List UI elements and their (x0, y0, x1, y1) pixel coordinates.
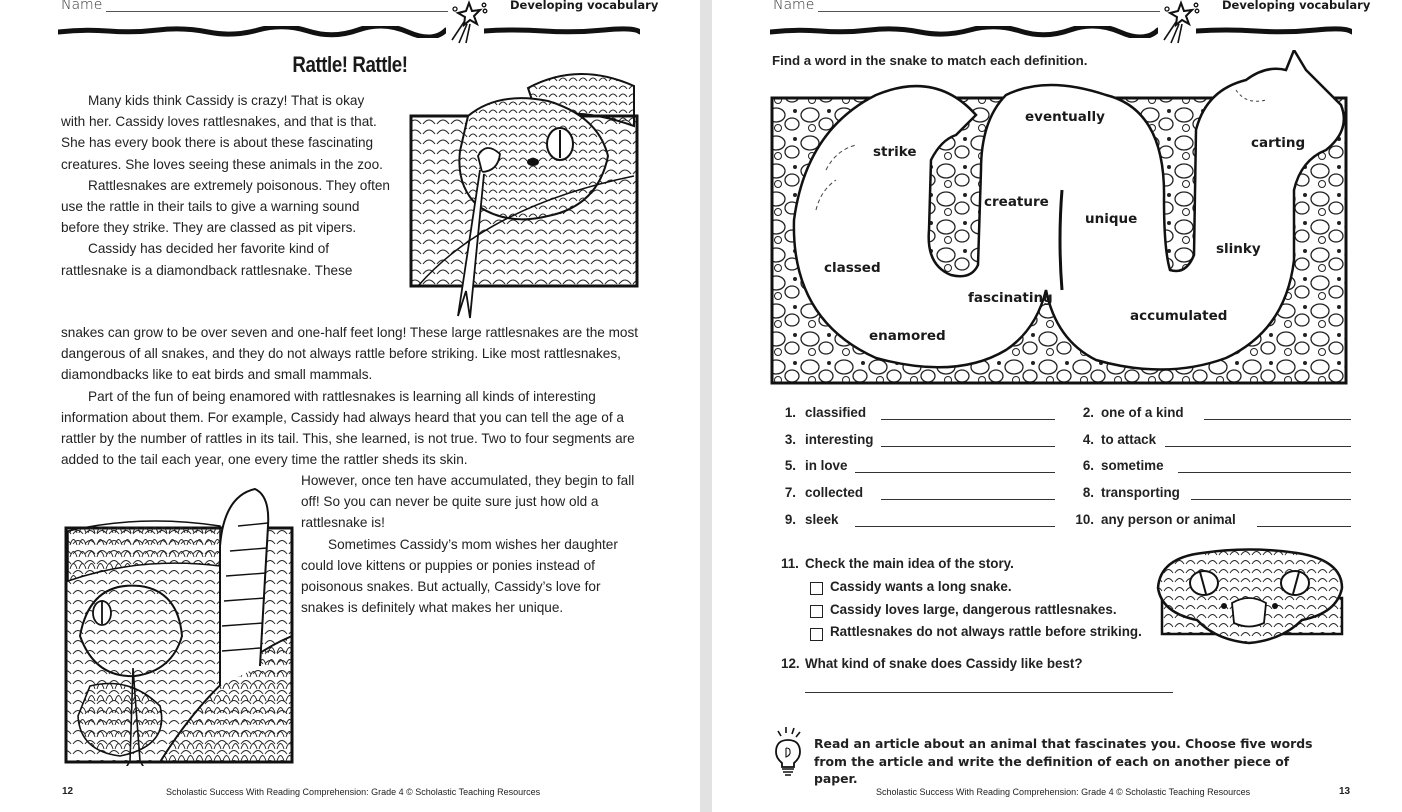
vocab-row (712, 405, 1402, 425)
option-checkbox[interactable] (810, 582, 823, 595)
footer-credit: Scholastic Success With Reading Comprehension: Grade 4 © Scholastic Teaching Resources (166, 787, 541, 797)
question-12-number: 12. (781, 656, 800, 671)
name-label: Name (773, 0, 815, 13)
item-definition: transporting (1101, 485, 1180, 500)
paragraph-3a: Cassidy has decided her favorite kind of rattlesnake is a diamondback rattlesnake. These (61, 241, 353, 278)
item-number: 6. (1082, 458, 1094, 473)
answer-blank[interactable] (1178, 472, 1351, 473)
item-number: 3. (784, 432, 796, 447)
item-number: 1. (784, 405, 796, 420)
snake-word: unique (1085, 211, 1138, 227)
header-wavy-divider-right (1196, 26, 1352, 38)
question-12-answer-line[interactable] (805, 692, 1173, 693)
answer-blank[interactable] (1257, 526, 1351, 527)
paragraph-2: Rattlesnakes are extremely poisonous. They often use the rattle in their tails to give a warning sound before they strike. They are classed as pit vipers. (61, 177, 390, 236)
item-number: 2. (1082, 405, 1094, 420)
item-number: 4. (1082, 432, 1094, 447)
item-number: 8. (1082, 485, 1094, 500)
paragraph-3b: snakes can grow to be over seven and one-half feet long! These large rattlesnakes are the most dangerous of all snakes, and they do not always rattle before striking. Like most rattlesnakes, diamondbacks like to eat birds and small mammals. (61, 325, 639, 383)
header-wavy-divider (58, 26, 446, 38)
vocab-row (712, 432, 1402, 452)
story-title: Rattle! Rattle! (292, 52, 408, 77)
snake-word: strike (873, 144, 917, 160)
snake-word-illustration (766, 50, 1356, 390)
item-number: 5. (784, 458, 796, 473)
item-definition: sometime (1101, 458, 1164, 473)
option-label: Rattlesnakes do not always rattle before striking. (830, 624, 1142, 639)
item-definition: collected (805, 485, 864, 500)
answer-blank[interactable] (1191, 499, 1351, 500)
rattlesnake-head-illustration (408, 66, 642, 322)
item-definition: interesting (805, 432, 874, 447)
item-number: 10. (1075, 512, 1094, 527)
instruction-text: Find a word in the snake to match each definition. (772, 53, 1088, 68)
answer-blank[interactable] (881, 499, 1055, 500)
left-page (0, 0, 700, 812)
name-input-line[interactable] (818, 11, 1160, 12)
question-12-prompt: What kind of snake does Cassidy like best? (805, 656, 1083, 671)
answer-blank[interactable] (855, 472, 1055, 473)
item-definition: to attack (1101, 432, 1157, 447)
snake-word: slinky (1216, 241, 1261, 257)
option-checkbox[interactable] (810, 605, 823, 618)
option-label: Cassidy wants a long snake. (830, 579, 1012, 594)
lightbulb-icon (772, 726, 804, 776)
option-checkbox[interactable] (810, 628, 823, 641)
item-number: 7. (784, 485, 796, 500)
vocab-row (712, 485, 1402, 505)
item-definition: classified (805, 405, 867, 420)
story-column-top (61, 90, 391, 281)
skill-label: Developing vocabulary (510, 0, 659, 12)
story-full-width (61, 322, 646, 470)
vocab-row (712, 458, 1402, 478)
answer-blank[interactable] (881, 446, 1055, 447)
footer-credit: Scholastic Success With Reading Comprehension: Grade 4 © Scholastic Teaching Resources (876, 787, 1251, 797)
item-number: 9. (784, 512, 796, 527)
story-column-bottom (301, 470, 641, 618)
name-input-line[interactable] (106, 11, 448, 12)
header-wavy-divider-right (484, 26, 640, 38)
skill-label: Developing vocabulary (1222, 0, 1371, 12)
name-label: Name (61, 0, 103, 13)
answer-blank[interactable] (1165, 446, 1351, 447)
option-label: Cassidy loves large, dangerous rattlesnakes. (830, 602, 1117, 617)
right-page (712, 0, 1402, 812)
extension-activity-text: Read an article about an animal that fascinates you. Choose five words from the article and write the definition of each on another piece of paper. (814, 736, 1313, 786)
paragraph-1: Many kids think Cassidy is crazy! That is okay with her. Cassidy loves rattlesnakes, and that is that. She has every book there is about these fascinating creatures. She loves seeing these animals in the zoo. (61, 93, 383, 172)
item-definition: one of a kind (1101, 405, 1184, 420)
question-11-number: 11. (781, 556, 799, 571)
coiled-rattlesnake-illustration (60, 486, 300, 766)
paragraph-5: Sometimes Cassidy’s mom wishes her daughter could love kittens or puppies or ponies instead of poisonous snakes. But actually, Cassidy’s love for snakes is definitely what makes her unique. (301, 536, 618, 616)
paragraph-4b: However, once ten have accumulated, they begin to fall off! So you can never be quite sure just how old a rattlesnake is! (301, 473, 635, 531)
snake-face-illustration (1152, 548, 1347, 646)
snake-word: carting (1251, 135, 1306, 151)
snake-word: classed (824, 260, 881, 276)
page-number: 13 (1339, 786, 1351, 797)
vocab-row (712, 512, 1402, 532)
page-gutter (700, 0, 712, 812)
page-number: 12 (62, 786, 74, 797)
snake-word: accumulated (1130, 308, 1228, 324)
paragraph-4: Part of the fun of being enamored with rattlesnakes is learning all kinds of interesting information about them. For example, Cassidy had always heard that you can tell the age of a rattler by the number of rattles in its tail. This, she learned, is not true. Two to four segments are added to the tail each year, one every time the rattler sheds its skin. (61, 388, 635, 468)
header-wavy-divider (770, 26, 1158, 38)
question-11-prompt: Check the main idea of the story. (805, 556, 1014, 571)
answer-blank[interactable] (1204, 419, 1351, 420)
item-definition: in love (805, 458, 848, 473)
item-definition: sleek (805, 512, 839, 527)
snake-word: fascinating (968, 290, 1053, 306)
answer-blank[interactable] (855, 526, 1055, 527)
snake-word: eventually (1025, 109, 1105, 125)
item-definition: any person or animal (1101, 512, 1236, 527)
snake-word: enamored (869, 328, 946, 344)
answer-blank[interactable] (881, 419, 1055, 420)
snake-word: creature (984, 194, 1049, 210)
